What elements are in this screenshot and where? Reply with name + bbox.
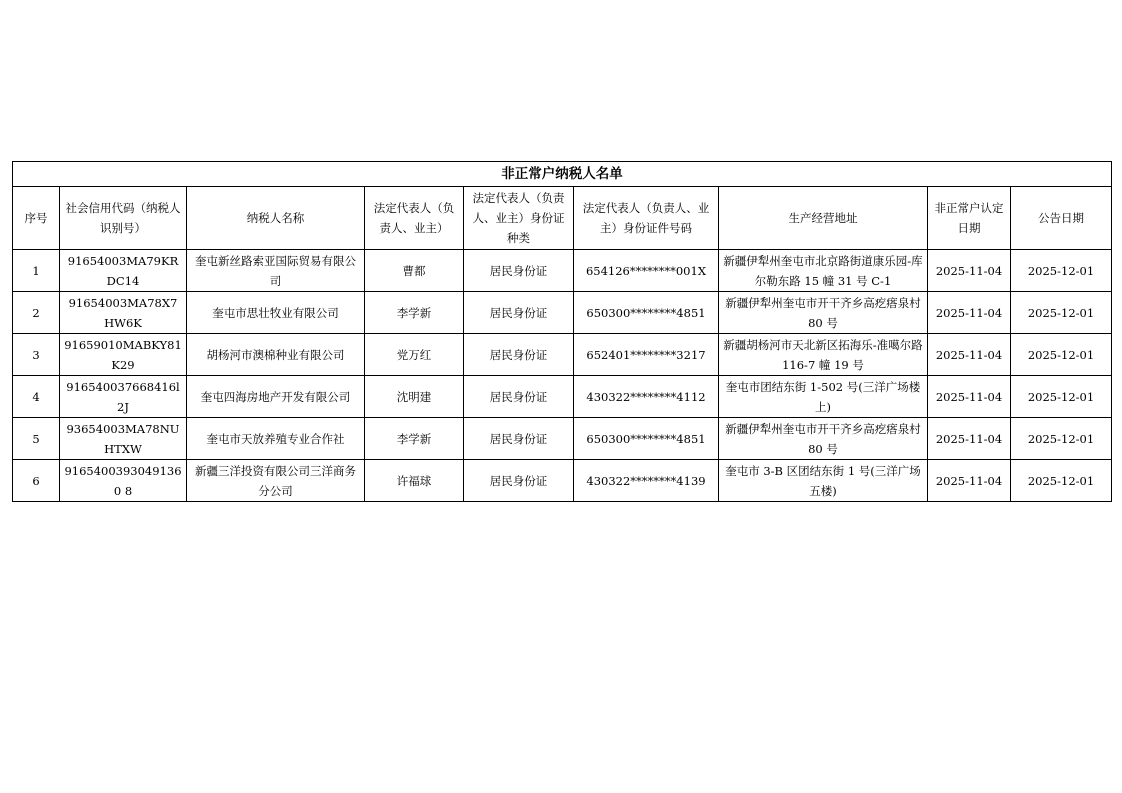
row-credit-code: 91654003MA79KRDC14: [60, 250, 187, 292]
header-address: 生产经营地址: [719, 187, 928, 250]
table-row: [13, 418, 1112, 460]
table-body: [13, 250, 1112, 502]
row-announcement-date: 2025-12-01: [1011, 460, 1112, 502]
row-taxpayer-name: 奎屯市思壮牧业有限公司: [187, 292, 365, 334]
row-id-number: 652401********3217: [574, 334, 719, 376]
row-announcement-date: 2025-12-01: [1011, 376, 1112, 418]
row-taxpayer-name: 胡杨河市澳棉种业有限公司: [187, 334, 365, 376]
row-address: 新疆伊犁州奎屯市北京路街道康乐园-库尔勒东路 15 幢 31 号 C-1: [719, 250, 928, 292]
row-announcement-date: 2025-12-01: [1011, 250, 1112, 292]
header-taxpayer-name: 纳税人名称: [187, 187, 365, 250]
header-legal-rep: 法定代表人（负责人、业主）: [365, 187, 464, 250]
header-determination-date: 非正常户认定日期: [928, 187, 1011, 250]
table-row: [13, 334, 1112, 376]
row-address: 奎屯市团结东街 1-502 号(三洋广场楼上): [719, 376, 928, 418]
row-announcement-date: 2025-12-01: [1011, 334, 1112, 376]
row-credit-code: 91654003930491360 8: [60, 460, 187, 502]
row-determination-date: 2025-11-04: [928, 460, 1011, 502]
table-title: 非正常户纳税人名单: [13, 162, 1112, 187]
row-id-number: 654126********001X: [574, 250, 719, 292]
table-row: [13, 292, 1112, 334]
row-taxpayer-name: 新疆三洋投资有限公司三洋商务分公司: [187, 460, 365, 502]
row-legal-rep: 沈明建: [365, 376, 464, 418]
row-announcement-date: 2025-12-01: [1011, 292, 1112, 334]
row-id-type: 居民身份证: [464, 250, 574, 292]
header-credit-code: 社会信用代码（纳税人识别号）: [60, 187, 187, 250]
row-index: 1: [13, 250, 60, 292]
table-row: [13, 376, 1112, 418]
row-id-number: 650300********4851: [574, 418, 719, 460]
row-id-type: 居民身份证: [464, 418, 574, 460]
row-credit-code: 91654003MA78X7HW6K: [60, 292, 187, 334]
row-credit-code: 916540037668416l2J: [60, 376, 187, 418]
header-index: 序号: [13, 187, 60, 250]
row-id-type: 居民身份证: [464, 460, 574, 502]
row-index: 5: [13, 418, 60, 460]
row-id-number: 650300********4851: [574, 292, 719, 334]
row-index: 3: [13, 334, 60, 376]
row-legal-rep: 党万红: [365, 334, 464, 376]
row-id-number: 430322********4112: [574, 376, 719, 418]
row-determination-date: 2025-11-04: [928, 334, 1011, 376]
row-address: 奎屯市 3-B 区团结东街 1 号(三洋广场五楼): [719, 460, 928, 502]
row-index: 2: [13, 292, 60, 334]
header-announcement-date: 公告日期: [1011, 187, 1112, 250]
row-legal-rep: 李学新: [365, 418, 464, 460]
row-determination-date: 2025-11-04: [928, 292, 1011, 334]
row-credit-code: 91659010MABKY81K29: [60, 334, 187, 376]
header-id-number: 法定代表人（负责人、业主）身份证件号码: [574, 187, 719, 250]
table-row: [13, 250, 1112, 292]
row-id-type: 居民身份证: [464, 334, 574, 376]
row-determination-date: 2025-11-04: [928, 250, 1011, 292]
row-id-type: 居民身份证: [464, 292, 574, 334]
taxpayer-table: [12, 161, 1112, 502]
row-credit-code: 93654003MA78NUHTXW: [60, 418, 187, 460]
row-index: 6: [13, 460, 60, 502]
row-id-type: 居民身份证: [464, 376, 574, 418]
row-address: 新疆伊犁州奎屯市开干齐乡高疙瘩泉村 80 号: [719, 292, 928, 334]
row-legal-rep: 曹都: [365, 250, 464, 292]
row-determination-date: 2025-11-04: [928, 418, 1011, 460]
row-taxpayer-name: 奎屯四海房地产开发有限公司: [187, 376, 365, 418]
row-taxpayer-name: 奎屯新丝路索亚国际贸易有限公司: [187, 250, 365, 292]
table-row: [13, 460, 1112, 502]
row-address: 新疆伊犁州奎屯市开干齐乡高疙瘩泉村 80 号: [719, 418, 928, 460]
row-address: 新疆胡杨河市天北新区拓海乐-准噶尔路 116-7 幢 19 号: [719, 334, 928, 376]
row-taxpayer-name: 奎屯市天放养殖专业合作社: [187, 418, 365, 460]
row-legal-rep: 李学新: [365, 292, 464, 334]
header-row: [13, 187, 1112, 250]
row-index: 4: [13, 376, 60, 418]
header-id-type: 法定代表人（负责人、业主）身份证种类: [464, 187, 574, 250]
row-announcement-date: 2025-12-01: [1011, 418, 1112, 460]
row-determination-date: 2025-11-04: [928, 376, 1011, 418]
row-id-number: 430322********4139: [574, 460, 719, 502]
row-legal-rep: 许福球: [365, 460, 464, 502]
